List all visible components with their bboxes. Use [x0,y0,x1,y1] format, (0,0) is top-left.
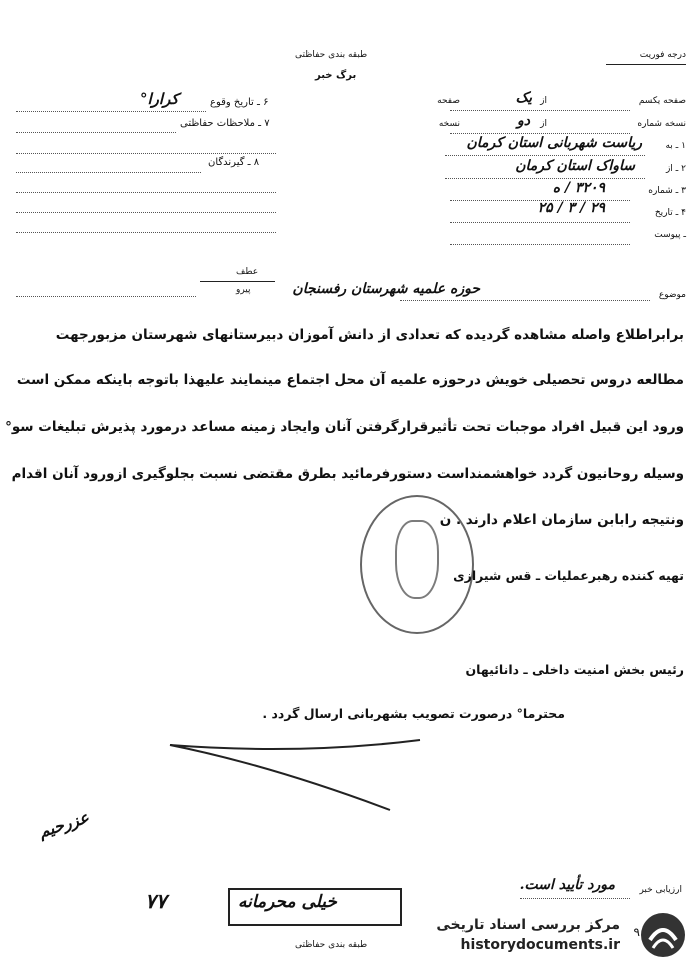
field-7-dots-2 [16,153,276,154]
atf-line [200,281,275,282]
priority-label: درجه فوریت [639,50,686,60]
field-6-dots [16,111,206,112]
field-1-label: ۱ ـ به [665,141,686,151]
field-4-dots [450,222,630,223]
seal-emblem [395,520,439,599]
atf-label: عطف [236,267,259,277]
field-8-label: ۸ ـ گیرندگان [208,157,260,168]
field-6-value: کرارا° [140,90,179,108]
body-line-4: وسیله روحانیون گردد خواهشمنداست دستورفرمائید بطرق مقتضی نسبت بجلوگیری ازورود آنان اقدام [11,466,684,482]
field-1-value: ریاست شهربانی استان کرمان [466,135,642,151]
page-number: ۹ [633,925,640,939]
page-unit: صفحه [437,96,460,106]
copy-dots [450,133,630,134]
page-dots [450,110,630,111]
body-line-3: ورود این قبیل افراد موجبات تحت تأثیرقرارگرفتن آنان وایجاد زمینه مساعد درمورد پذیرش تبلیغات سو° [5,419,684,435]
watermark-logo-icon [638,910,688,960]
chief-line: رئیس بخش امنیت داخلی ـ دانائیهان [465,662,684,677]
field-4-value: ۲۹ / ۳ / ۲۵ [537,200,605,216]
form-title: برگ خبر [315,70,357,81]
priority-line [606,64,686,65]
copy-value: دو [517,113,530,129]
field-6-label: ۶ ـ تاریخ وقوع [210,97,269,108]
field-7-dots [16,132,176,133]
body-line-5: ونتیجه رابابن سازمان اعلام دارند . ن [439,512,684,528]
field-2-label: ۲ ـ از [665,164,686,174]
secret-stamp-text: خیلی محرمانه [238,892,337,912]
field-5-label: ـ پیوست [654,230,686,240]
eval-value: مورد تأیید است. [519,877,615,893]
field-7-label: ۷ ـ ملاحظات حفاظتی [180,118,270,129]
body-line-2: مطالعه دروس تحصیلی خویش درحوزه علمیه آن محل اجتماع مینمایند علیهذا باتوجه باینکه ممکن است [16,372,684,388]
eval-label: ارزیابی خبر [639,885,682,895]
subject-dots [400,300,650,301]
handwritten-signature: عزرحیم [36,807,92,842]
doc-number: ۷۷ [145,889,167,913]
field-3-label: ۳ ـ شماره [648,186,686,196]
page-label: صفحه یکسم [638,96,686,106]
eval-dots [520,898,630,899]
copy-unit: نسخه [438,119,460,129]
page-value: یک [515,90,532,106]
page-from: از [540,96,547,106]
watermark-website: historydocuments.ir [460,937,620,953]
signature-curve [150,735,470,825]
field-3-value: ۳۲۰۹ / ه [552,180,605,196]
field-8-dots [16,172,201,173]
field-5-dots [450,244,630,245]
field-8-dots-4 [16,232,276,233]
field-2-dots [445,178,645,179]
classification-top: طبقه بندی حفاظتی [295,50,368,60]
field-8-dots-2 [16,192,276,193]
field-2-value: ساواک استان کرمان [515,158,635,174]
field-4-label: ۴ ـ تاریخ [654,208,686,218]
peyro-label: پیرو [236,285,251,295]
field-8-dots-3 [16,212,276,213]
classification-bottom: طبقه بندی حفاظتی [295,940,368,950]
watermark-center-name: مرکز بررسی اسناد تاریخی [436,917,620,933]
body-line-1: برابراطلاع واصله مشاهده گردیده که تعدادی از دانش آموزان دبیرستانهای شهرستان مزبورجهت [55,327,684,343]
subject-label: موضوع [658,290,686,300]
ref-dots [16,296,196,297]
subject-value: حوزه علمیه شهرستان رفسنجان [292,281,480,297]
copy-label: نسخه شماره [637,119,686,129]
preparer-line: تهیه کننده رهبرعملیات ـ قس شیرازی [453,568,684,583]
field-1-dots [445,155,645,156]
approval-note: محترما° درصورت تصویب بشهربانی ارسال گردد . [262,706,565,721]
copy-from: از [540,119,547,129]
